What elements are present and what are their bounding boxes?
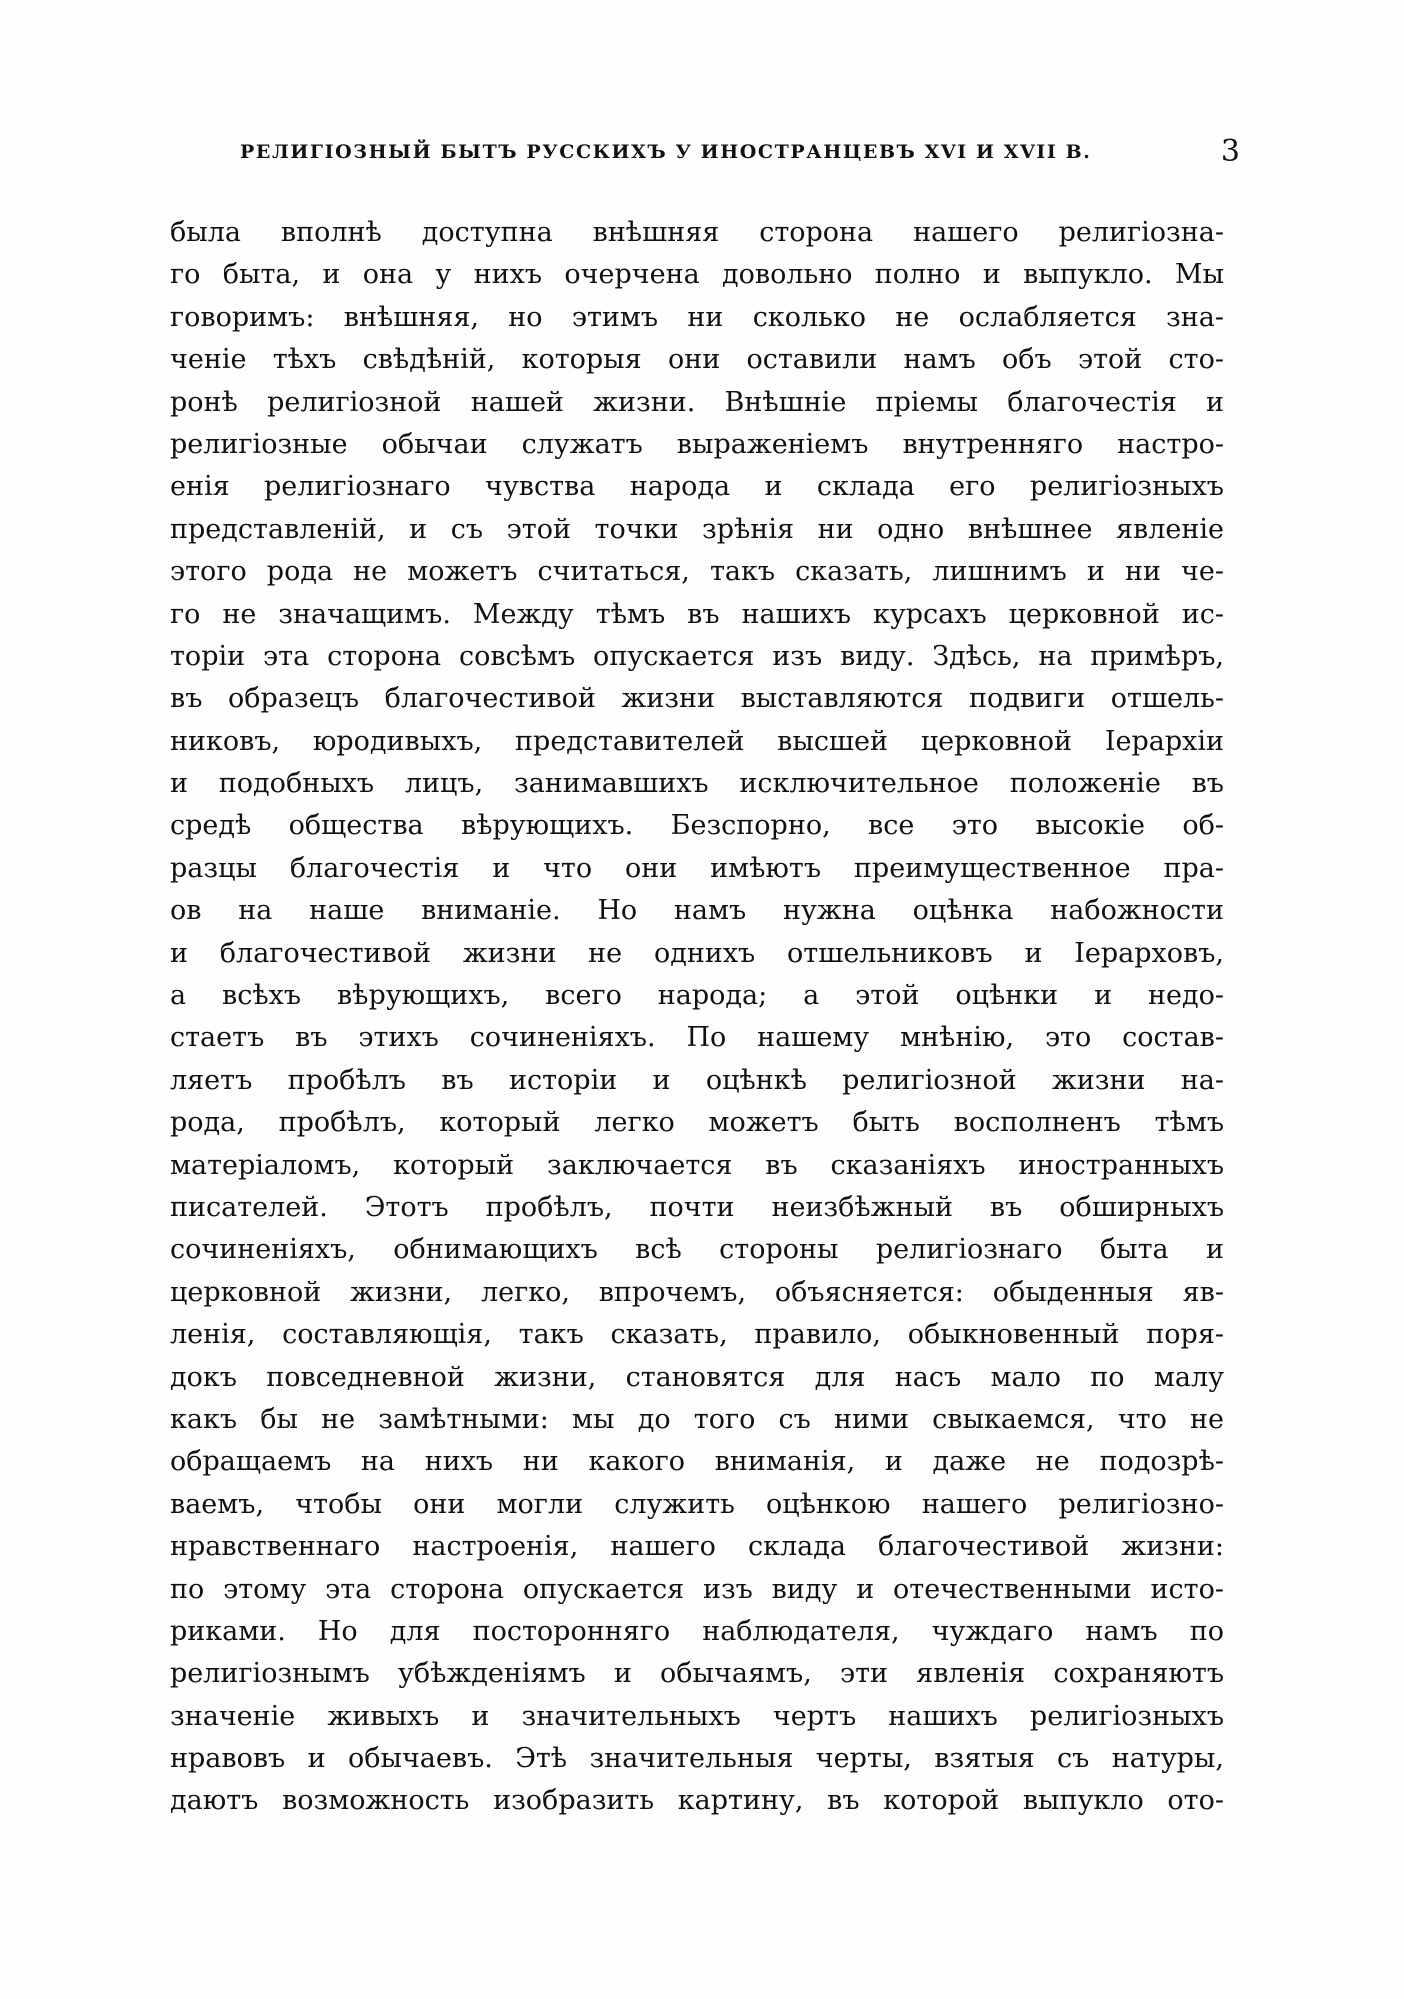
text-line: даютъ возможность изобразить картину, въ которой выпукло ото- bbox=[170, 1785, 1224, 1817]
text-line: а всѣхъ вѣрующихъ, всего народа; а этой оцѣнки и недо- bbox=[170, 980, 1224, 1012]
text-line: религіознымъ убѣжденіямъ и обычаямъ, эти явленія сохраняютъ bbox=[170, 1658, 1224, 1690]
text-line: сочиненіяхъ, обнимающихъ всѣ стороны религіознаго быта и bbox=[170, 1234, 1224, 1266]
text-line: енія религіознаго чувства народа и склада его религіозныхъ bbox=[170, 471, 1224, 503]
body-text bbox=[170, 212, 1224, 1823]
text-line: нравовъ и обычаевъ. Этѣ значительныя черты, взятыя съ натуры, bbox=[170, 1743, 1224, 1775]
text-line: религіозные обычаи служатъ выраженіемъ внутренняго настро- bbox=[170, 428, 1224, 460]
text-line: ченіе тѣхъ свѣдѣній, которыя они оставили намъ объ этой сто- bbox=[170, 344, 1224, 376]
page-number: 3 bbox=[1220, 134, 1240, 169]
text-line: значеніе живыхъ и значительныхъ чертъ нашихъ религіозныхъ bbox=[170, 1700, 1224, 1732]
text-line: и подобныхъ лицъ, занимавшихъ исключительное положеніе въ bbox=[170, 768, 1224, 800]
text-line: ляетъ пробѣлъ въ исторіи и оцѣнкѣ религіозной жизни на- bbox=[170, 1064, 1224, 1096]
text-line: церковной жизни, легко, впрочемъ, объясняется: обыденныя яв- bbox=[170, 1276, 1224, 1308]
text-line: ронѣ религіозной нашей жизни. Внѣшніе пріемы благочестія и bbox=[170, 386, 1224, 418]
text-line: ленія, составляющія, такъ сказать, правило, обыкновенный поря- bbox=[170, 1319, 1224, 1351]
text-line: въ образецъ благочестивой жизни выставляются подвиги отшель- bbox=[170, 683, 1224, 715]
text-line: ов на наше вниманіе. Но намъ нужна оцѣнка набожности bbox=[170, 895, 1224, 927]
text-line: рода, пробѣлъ, который легко можетъ быть восполненъ тѣмъ bbox=[170, 1107, 1224, 1139]
text-line: го быта, и она у нихъ очерчена довольно полно и выпукло. Мы bbox=[170, 259, 1224, 291]
text-line: средѣ общества вѣрующихъ. Безспорно, все это высокіе об- bbox=[170, 810, 1224, 842]
text-line: какъ бы не замѣтными: мы до того съ ними свыкаемся, что не bbox=[170, 1403, 1224, 1435]
text-line: представленій, и съ этой точки зрѣнія ни одно внѣшнее явленіе bbox=[170, 513, 1224, 545]
running-header bbox=[240, 132, 1240, 172]
text-line: докъ повседневной жизни, становятся для насъ мало по малу bbox=[170, 1361, 1224, 1393]
text-line: говоримъ: внѣшняя, но этимъ ни сколько не ослабляется зна- bbox=[170, 301, 1224, 333]
text-line: нравственнаго настроенія, нашего склада благочестивой жизни: bbox=[170, 1531, 1224, 1563]
running-title: РЕЛИГІОЗНЫЙ БЫТЪ РУССКИХЪ У ИНОСТРАНЦЕВЪ XVI И XVII В. bbox=[240, 141, 1092, 163]
text-line: по этому эта сторона опускается изъ виду и отечественными исто- bbox=[170, 1573, 1224, 1605]
text-line: была вполнѣ доступна внѣшняя сторона нашего религіозна- bbox=[170, 217, 1224, 248]
text-line: го не значащимъ. Между тѣмъ въ нашихъ курсахъ церковной ис- bbox=[170, 598, 1224, 630]
text-line: этого рода не можетъ считаться, такъ сказать, лишнимъ и ни че- bbox=[170, 556, 1224, 588]
text-line: стаетъ въ этихъ сочиненіяхъ. По нашему мнѣнію, это состав- bbox=[170, 1022, 1224, 1054]
text-line: писателей. Этотъ пробѣлъ, почти неизбѣжный въ обширныхъ bbox=[170, 1191, 1224, 1223]
text-line: и благочестивой жизни не однихъ отшельниковъ и Іерарховъ, bbox=[170, 937, 1224, 969]
text-line: ваемъ, чтобы они могли служить оцѣнкою нашего религіозно- bbox=[170, 1488, 1224, 1520]
text-line: никовъ, юродивыхъ, представителей высшей церковной Іерархіи bbox=[170, 725, 1224, 757]
text-line: торіи эта сторона совсѣмъ опускается изъ виду. Здѣсь, на примѣръ, bbox=[170, 640, 1224, 672]
text-line: разцы благочестія и что они имѣютъ преимущественное пра- bbox=[170, 852, 1224, 884]
text-line: матеріаломъ, который заключается въ сказаніяхъ иностранныхъ bbox=[170, 1149, 1224, 1181]
text-line: обращаемъ на нихъ ни какого вниманія, и даже не подозрѣ- bbox=[170, 1446, 1224, 1478]
text-line: риками. Но для посторонняго наблюдателя, чуждаго намъ по bbox=[170, 1615, 1224, 1647]
